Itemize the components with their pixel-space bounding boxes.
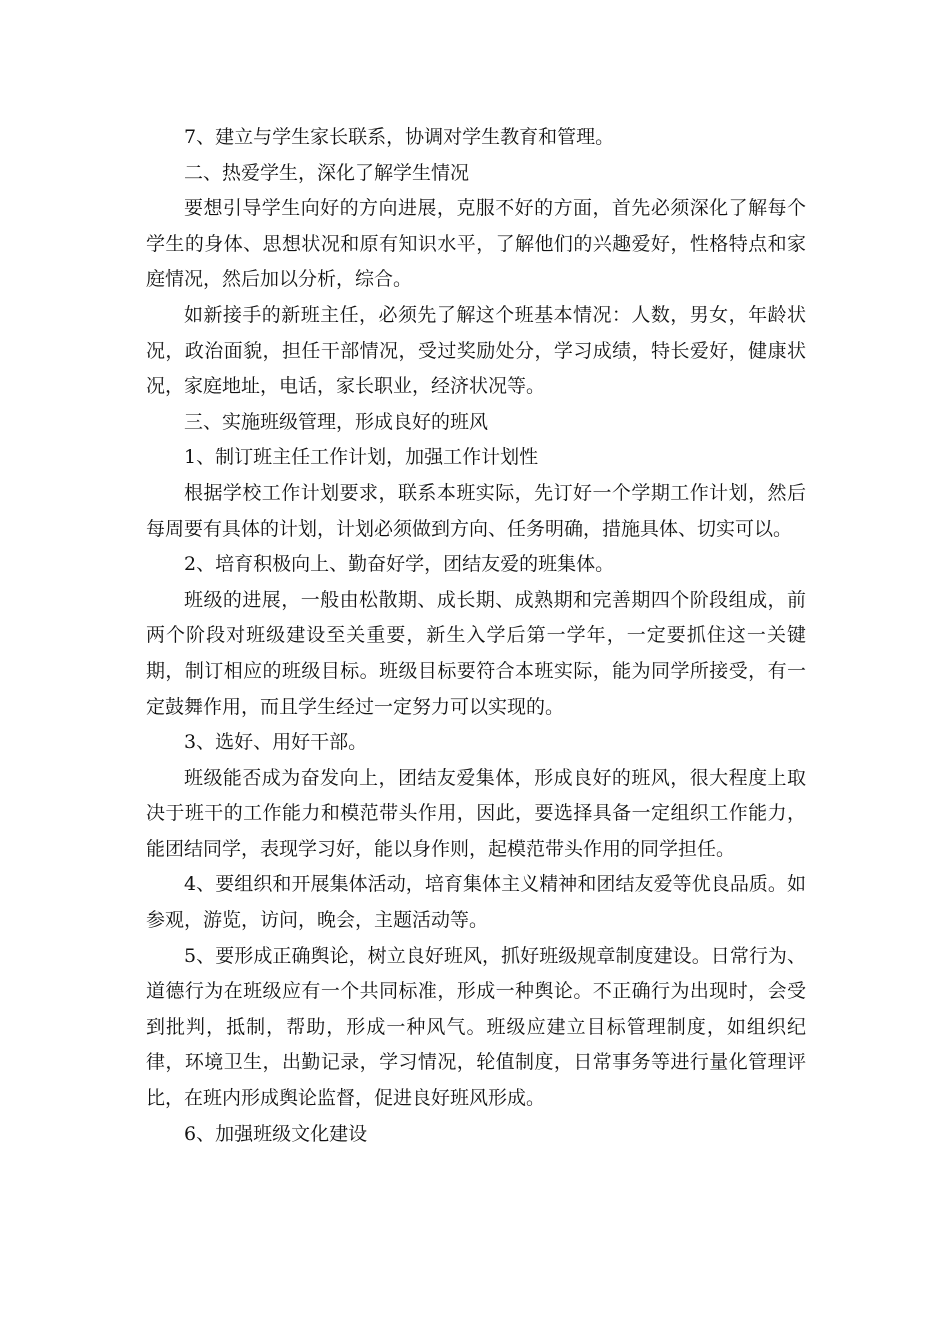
paragraph: 班级能否成为奋发向上，团结友爱集体，形成良好的班风，很大程度上取决于班干的工作能力和模范带头作用，因此，要选择具备一定组织工作能力，能团结同学，表现学习好，能以身作则，起模范带头作用的同学担任。 — [146, 766, 806, 860]
paragraph: 根据学校工作计划要求，联系本班实际，先订好一个学期工作计划，然后每周要有具体的计划，计划必须做到方向、任务明确，措施具体、切实可以。 — [146, 481, 806, 540]
subsection-heading: 2、培育积极向上、勤奋好学，团结友爱的班集体。 — [184, 553, 615, 576]
paragraph: 要想引导学生向好的方向进展，克服不好的方面，首先必须深化了解每个学生的身体、思想状况和原有知识水平，了解他们的兴趣爱好，性格特点和家庭情况，然后加以分析，综合。 — [146, 197, 806, 291]
section-heading: 二、热爱学生，深化了解学生情况 — [184, 161, 470, 184]
subsection-heading: 1、制订班主任工作计划，加强工作计划性 — [184, 446, 539, 469]
paragraph: 如新接手的新班主任，必须先了解这个班基本情况：人数，男女，年龄状况，政治面貌，担任干部情况，受过奖励处分，学习成绩，特长爱好，健康状况，家庭地址，电话，家长职业，经济状况等。 — [146, 303, 806, 398]
subsection-heading: 6、加强班级文化建设 — [184, 1122, 368, 1145]
paragraph: 4、要组织和开展集体活动，培育集体主义精神和团结友爱等优良品质。如参观，游览，访问，晚会，主题活动等。 — [146, 873, 806, 932]
section-heading: 三、实施班级管理，形成良好的班风 — [184, 410, 489, 433]
paragraph: 7、建立与学生家长联系，协调对学生教育和管理。 — [184, 126, 615, 148]
paragraph: 5、要形成正确舆论，树立良好班风，抓好班级规章制度建设。日常行为、道德行为在班级应有一个共同标准，形成一种舆论。不正确行为出现时，会受到批判，抵制，帮助，形成一种风气。班级应建立目标管理制度，如组织纪律，环境卫生，出勤记录，学习情况，轮值制度，日常事务等进行量化管理评比，在班内形成舆论监督，促进良好班风形成。 — [146, 944, 806, 1110]
paragraph: 班级的进展，一般由松散期、成长期、成熟期和完善期四个阶段组成，前两个阶段对班级建设至关重要，新生入学后第一学年，一定要抓住这一关键期，制订相应的班级目标。班级目标要符合本班实际，能为同学所接受，有一定鼓舞作用，而且学生经过一定努力可以实现的。 — [146, 588, 806, 718]
subsection-heading: 3、选好、用好干部。 — [184, 731, 368, 754]
document-body — [146, 120, 806, 1152]
